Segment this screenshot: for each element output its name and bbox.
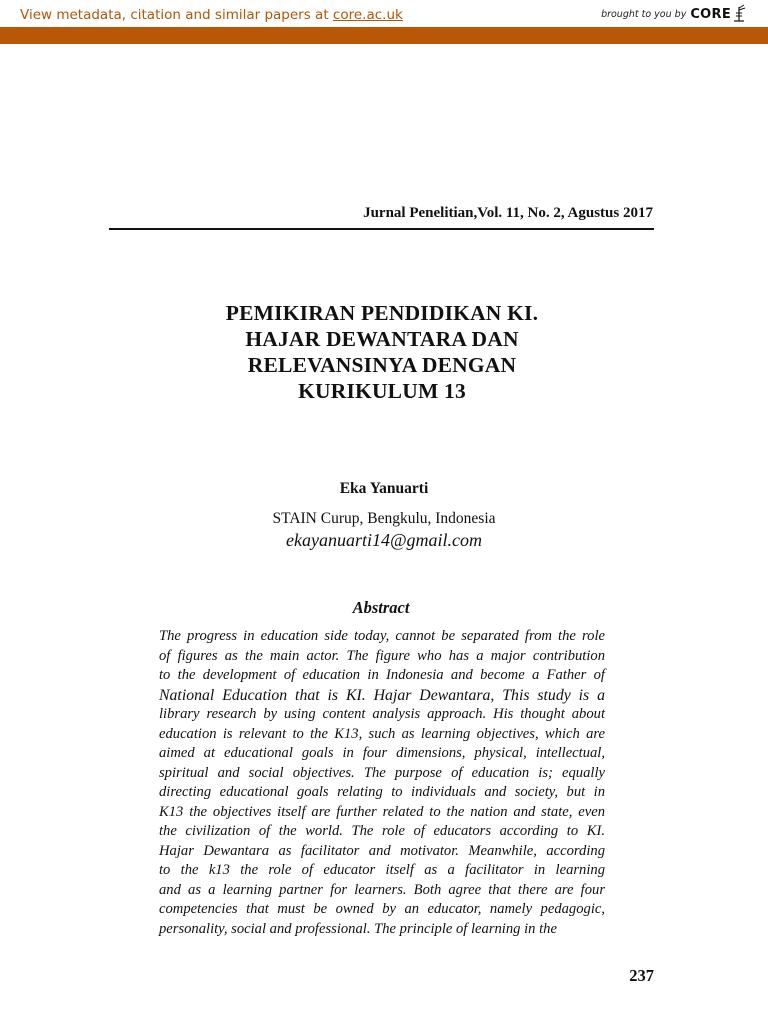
core-logo-icon	[732, 4, 746, 22]
abstract-line: to the development of education in Indonesia and become a Father of	[159, 667, 605, 683]
abstract-line: spiritual and social objectives. The purpose of education is; equally	[159, 764, 605, 781]
abstract-line: National Education that is KI. Hajar Dewantara, This study is a	[159, 686, 605, 704]
abstract-line: the civilization of the world. The role of educators according to KI.	[159, 823, 605, 839]
abstract-line: directing educational goals relating to individuals and society, but in	[159, 784, 605, 800]
author-email: ekayanuarti14@gmail.com	[285, 530, 483, 550]
abstract-body	[159, 627, 605, 939]
abstract-heading: Abstract	[352, 598, 410, 617]
page-number: 237	[629, 966, 654, 985]
core-banner-stripe	[0, 27, 768, 44]
paper-title	[150, 300, 614, 404]
abstract-line: personality, social and professional. The principle of learning in the	[159, 920, 557, 937]
abstract-line: education is relevant to the K13, such as learning objectives, which are	[159, 725, 605, 742]
title-line: PEMIKIRAN PENDIDIKAN KI.	[225, 301, 539, 325]
core-logo-text: CORE	[690, 7, 731, 22]
abstract-line: and as a learning partner for learners. Both agree that there are four	[159, 881, 605, 898]
core-link[interactable]: core.ac.uk	[332, 7, 403, 23]
abstract-line: K13 the objectives itself are further related to the nation and state, even	[159, 803, 605, 820]
abstract-line: Hajar Dewantara as facilitator and motivator. Meanwhile, according	[159, 842, 605, 859]
core-metadata-prefix: View metadata, citation and similar papers at	[20, 7, 333, 23]
title-line: RELEVANSINYA DENGAN	[247, 353, 517, 377]
title-line: HAJAR DEWANTARA DAN	[245, 327, 519, 351]
author-name: Eka Yanuarti	[339, 480, 429, 497]
core-metadata-text	[20, 7, 403, 23]
abstract-line: library research by using content analysis approach. His thought about	[159, 706, 605, 722]
author-affiliation: STAIN Curup, Bengkulu, Indonesia	[272, 510, 496, 527]
abstract-line: aimed at educational goals in four dimensions, physical, intellectual,	[159, 745, 605, 761]
title-line: KURIKULUM 13	[298, 379, 466, 403]
abstract-line: of figures as the main actor. The figure who has a major contribution	[159, 647, 605, 664]
header-rule	[109, 228, 654, 230]
abstract-line: competencies that must be owned by an educator, namely pedagogic,	[159, 901, 605, 917]
core-brought-by[interactable]	[601, 4, 746, 22]
abstract-line: to the k13 the role of educator itself as a facilitator in learning	[159, 862, 605, 878]
abstract-line: The progress in education side today, cannot be separated from the role	[159, 628, 605, 644]
brought-to-you-text: brought to you by	[601, 9, 687, 20]
journal-header: Jurnal Penelitian,Vol. 11, No. 2, Agustus 2017	[363, 205, 653, 221]
